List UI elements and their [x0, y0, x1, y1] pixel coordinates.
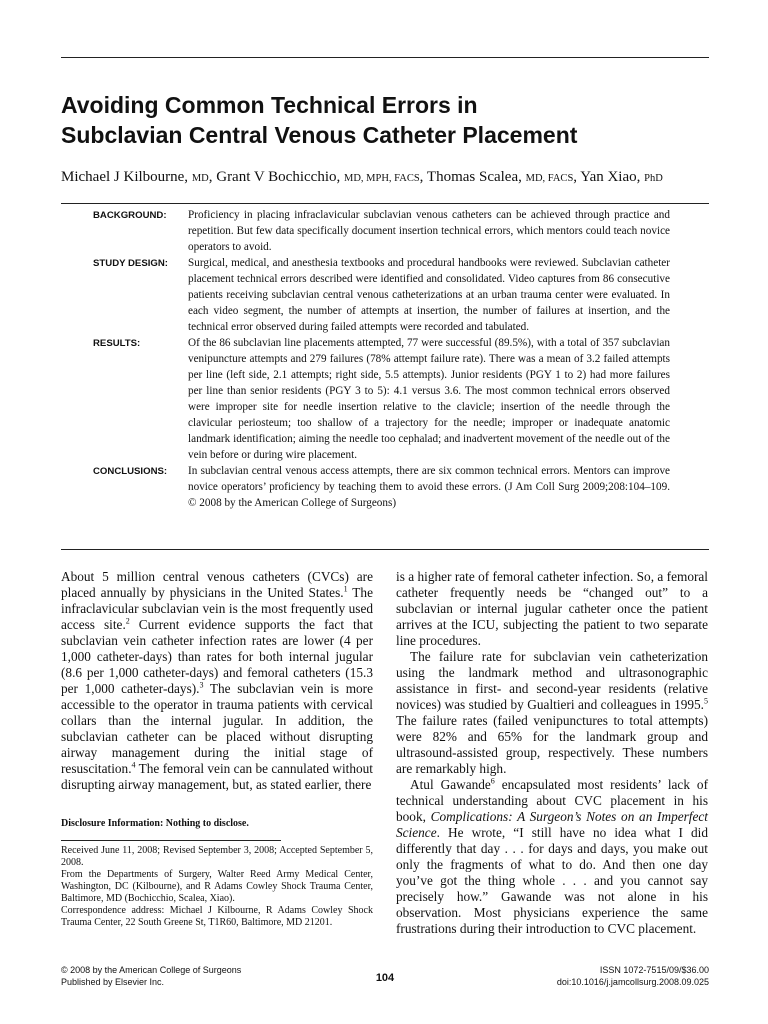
- received-dates: Received June 11, 2008; Revised September 3, 2008; Accepted September 5, 2008.: [61, 845, 373, 868]
- reference-marker: 3: [199, 680, 204, 690]
- author-degrees: MD, MPH, FACS: [344, 173, 420, 184]
- abstract-section-conclusions: [93, 463, 671, 511]
- body-text: Atul Gawande: [410, 777, 491, 792]
- reference-marker: 1: [343, 584, 348, 594]
- abstract-label: BACKGROUND:: [93, 210, 167, 221]
- book-title: Complications: A Surgeon’s Notes on an Imperfect Science: [396, 809, 708, 840]
- page-number: 104: [375, 972, 395, 984]
- author-degrees: MD, FACS: [525, 173, 574, 184]
- body-column-left: [61, 569, 373, 793]
- body-text: The subclavian vein is more accessible to the operator in trauma patients with cervical collars than the internal jugular. In addition, the subclavian catheter can be placed without disrupting airway management during the initial stage of resuscitation.: [61, 681, 374, 776]
- article-title: [61, 90, 721, 150]
- abstract-text: Of the 86 subclavian line placements attempted, 77 were successful (89.5%), with a total of 357 subclavian venipuncture attempts and 279 failures (78% attempt failure rate). There was a mean of 3.2 failed attempts per line (left side, 2.1 attempts; right side, 5.5 attempts). Junior residents (PGY 1 to 2) had more failures per line than senior residents (PGY 3 to 5): 4.1 versus 3.6. The most common technical errors observed were improper site for needle insertion relative to the clavicle; insertion of the needle through the clavicular periosteum; too shallow of a trajectory for the needle; improper or inadequate anatomic landmark identification; aiming the needle too cephalad; and inadvertent movement of the needle out of the vein before or during wire placement.: [188, 337, 670, 461]
- abstract-label: RESULTS:: [93, 338, 141, 349]
- abstract-section-results: [93, 335, 671, 463]
- body-text: encapsulated most residents’ lack of technical understanding about CVC placement in his book,: [396, 777, 708, 824]
- body-column-right: [396, 569, 708, 937]
- author-list: [61, 167, 721, 189]
- abstract-text: Proficiency in placing infraclavicular subclavian venous catheters can be achieved through practice and repetition. But few data specifically document insertion technical errors, which mentors could teach novice operators to avoid.: [188, 209, 670, 253]
- author-separator: ,: [419, 169, 427, 185]
- footer-left: [61, 964, 321, 988]
- author-name: Thomas Scalea,: [426, 169, 526, 185]
- footer-copyright: © 2008 by the American College of Surgeons: [61, 965, 242, 975]
- abstract-section-study-design: [93, 255, 671, 335]
- reference-marker: 6: [490, 776, 495, 786]
- abstract-text: In subclavian central venous access attempts, there are six common technical errors. Mentors can improve novice operators’ proficiency by teaching them to avoid these errors. (J Am Coll Surg 2009;208:104–109. © 2008 by the American College of Surgeons): [188, 465, 670, 509]
- body-paragraph: is a higher rate of femoral catheter infection. So, a femoral catheter frequently needs be “changed out” to a subclavian or internal jugular catheter once the patient arrives at the ICU, subjecting the patient to two separate line procedures.: [396, 569, 708, 648]
- disclosure-note: Disclosure Information: Nothing to disclose.: [61, 818, 249, 829]
- body-text: The femoral vein can be cannulated without disrupting airway management, but, as stated earlier, there: [61, 761, 373, 792]
- abstract-label: STUDY DESIGN:: [93, 258, 168, 269]
- abstract-rule-top: [61, 203, 709, 204]
- title-line-2: Subclavian Central Venous Catheter Placement: [61, 122, 578, 148]
- abstract: [93, 207, 671, 511]
- article-notes: [61, 818, 373, 929]
- body-paragraph: [61, 569, 373, 793]
- body-text: . He wrote, “I still have no idea what I did differently that day . . . for days and days, you make out only the fragments of what to do. And then one day you’ve got the thing whole . . . and you cannot say precisely how.” Gawande was not alone in his observation. Most physicians experience the same frustrations during their introduction to CVC placement.: [396, 825, 708, 936]
- abstract-label: CONCLUSIONS:: [93, 466, 168, 477]
- author-name: Yan Xiao,: [580, 169, 645, 185]
- author-degrees: PhD: [644, 173, 663, 184]
- body-paragraph: [396, 777, 708, 937]
- author-name: Grant V Bochicchio,: [216, 169, 344, 185]
- footer-right: [449, 964, 709, 988]
- author-name: Michael J Kilbourne,: [61, 169, 192, 185]
- reference-marker: 2: [125, 616, 130, 626]
- affiliation-note: From the Departments of Surgery, Walter Reed Army Medical Center, Washington, DC (Kilbourne), and R Adams Cowley Shock Trauma Center, Baltimore, MD (Bochicchio, Scalea, Xiao).: [61, 869, 373, 904]
- footer-issn: ISSN 1072-7515/09/$36.00: [599, 965, 709, 975]
- body-text: Current evidence supports the fact that subclavian vein catheter infection rates are lower (4 per 1,000 catheter-days) than rates for both internal jugular (8.6 per 1,000 catheter-days) and femoral catheters (15.3 per 1,000 catheter-days).: [61, 617, 373, 696]
- reference-marker: 4: [131, 760, 136, 770]
- notes-rule: [61, 840, 281, 841]
- body-text: About 5 million central venous catheters (CVCs) are placed annually by physicians in the United States.: [61, 569, 373, 600]
- reference-marker: 5: [704, 696, 708, 706]
- abstract-rule-bottom: [61, 549, 709, 550]
- footer-doi: doi:10.1016/j.jamcollsurg.2008.09.025: [556, 977, 709, 987]
- body-text: The infraclavicular subclavian vein is the most frequently used access site.: [61, 585, 373, 632]
- title-line-1: Avoiding Common Technical Errors in: [61, 92, 478, 118]
- body-text: The failure rate for subclavian vein catheterization using the landmark method and ultrasonographic assistance in first- and second-year residents (relative novices) was studied by Gualtieri and colleagues in 1995.: [396, 649, 708, 712]
- author-separator: ,: [573, 169, 581, 185]
- body-text: The failure rates (failed venipunctures to total attempts) were 82% and 65% for the landmark group and ultrasound-assisted group, respectively. These numbers are remarkably high.: [396, 713, 708, 776]
- body-paragraph: [396, 649, 708, 777]
- footer-publisher: Published by Elsevier Inc.: [61, 977, 165, 987]
- author-separator: ,: [208, 169, 217, 185]
- abstract-section-background: [93, 207, 671, 255]
- abstract-text: Surgical, medical, and anesthesia textbooks and procedural handbooks were reviewed. Subclavian catheter placement technical errors described were identified and consolidated. Video captures from 86 consecutive patients receiving subclavian central venous catheterizations at an urban trauma center were evaluated. In each video segment, the number of attempts at insertion, the number of failures at insertion, and the technical error observed during failed attempts were recorded and tabulated.: [188, 257, 670, 333]
- correspondence-address: Correspondence address: Michael J Kilbourne, R Adams Cowley Shock Trauma Center, 22 South Greene St, T1R60, Baltimore, MD 21201.: [61, 905, 373, 928]
- author-degrees: MD: [191, 173, 209, 184]
- top-rule: [61, 57, 709, 58]
